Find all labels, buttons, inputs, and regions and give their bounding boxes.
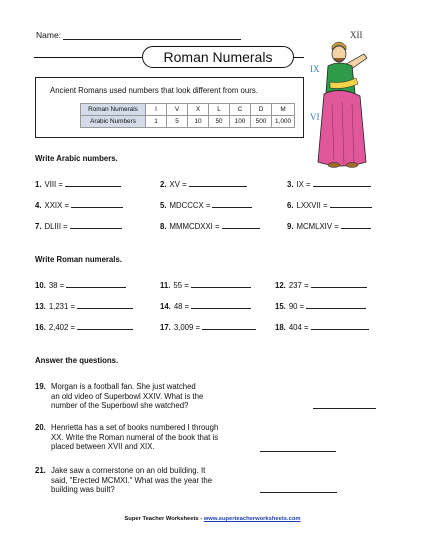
question-7: 7. DLIII = [35, 222, 122, 231]
table-row [81, 116, 295, 128]
question-16: 16. 2,402 = [35, 323, 133, 332]
answer-blank[interactable] [313, 408, 376, 409]
footer-brand: Super Teacher Worksheets [124, 516, 199, 522]
section-heading-arabic: Write Arabic numbers. [35, 154, 118, 163]
question-6: 6. LXXVII = [287, 201, 372, 210]
answer-blank[interactable] [330, 206, 372, 208]
figure-label-xii: XII [350, 30, 363, 40]
question-18: 18. 404 = [275, 323, 369, 332]
table-cell: M [272, 104, 295, 116]
table-cell: 1 [146, 116, 167, 128]
table-cell: 50 [209, 116, 230, 128]
table-cell: 1,000 [272, 116, 295, 128]
table-cell: C [230, 104, 251, 116]
figure-label-vi: VI [310, 112, 320, 122]
intro-text: Ancient Romans used numbers that look different from ours. [50, 86, 258, 95]
title-banner [34, 46, 304, 68]
footer-separator: - [198, 516, 204, 522]
table-cell: X [188, 104, 209, 116]
answer-blank[interactable] [260, 492, 337, 493]
section-heading-roman: Write Roman numerals. [35, 255, 122, 264]
answer-blank[interactable] [191, 286, 251, 288]
table-cell: 100 [230, 116, 251, 128]
answer-blank[interactable] [66, 286, 126, 288]
reference-box [35, 77, 304, 138]
answer-blank[interactable] [311, 328, 369, 330]
question-2: 2. XV = [160, 180, 247, 189]
question-4: 4. XXIX = [35, 201, 123, 210]
answer-blank[interactable] [77, 307, 133, 309]
table-cell: 5 [167, 116, 188, 128]
answer-blank[interactable] [77, 328, 133, 330]
answer-blank[interactable] [212, 206, 252, 208]
answer-blank[interactable] [65, 185, 121, 187]
table-cell: I [146, 104, 167, 116]
roman-figure-illustration [306, 24, 384, 172]
question-1: 1. VIII = [35, 180, 121, 189]
row-label-arabic: Arabic Numbers [81, 116, 146, 128]
page-title: Roman Numerals [142, 46, 294, 68]
table-cell: D [251, 104, 272, 116]
question-13: 13. 1,231 = [35, 302, 133, 311]
question-12: 12. 237 = [275, 281, 367, 290]
row-label-roman: Roman Numerals [81, 104, 146, 116]
footer-link[interactable]: www.superteacherworksheets.com [203, 516, 301, 522]
answer-blank[interactable] [191, 307, 251, 309]
table-cell: L [209, 104, 230, 116]
question-5: 5. MDCCCX = [160, 201, 252, 210]
table-cell: 500 [251, 116, 272, 128]
footer [0, 516, 425, 522]
question-17: 17. 3,009 = [160, 323, 256, 332]
answer-blank[interactable] [306, 307, 366, 309]
name-label: Name: [36, 30, 62, 40]
question-11: 11. 55 = [160, 281, 251, 290]
table-cell: V [167, 104, 188, 116]
question-15: 15. 90 = [275, 302, 366, 311]
question-10: 10. 38 = [35, 281, 126, 290]
answer-blank[interactable] [189, 185, 247, 187]
name-blank[interactable] [63, 39, 241, 40]
figure-label-ix: IX [310, 64, 320, 74]
answer-blank[interactable] [70, 227, 122, 229]
question-3: 3. IX = [287, 180, 371, 189]
question-8: 8. MMMCDXXI = [160, 222, 260, 231]
answer-blank[interactable] [71, 206, 123, 208]
word-problem-21: 21. Jake saw a cornerstone on an old building. It said, "Erected MCMXI." What was the year the building was built? [35, 466, 213, 495]
answer-blank[interactable] [313, 185, 371, 187]
numeral-table [80, 103, 295, 128]
word-problem-19: 19. Morgan is a football fan. She just watched an old video of Superbowl XXIV. What is the number of the Superbowl she watched? [35, 382, 204, 411]
answer-blank[interactable] [260, 451, 336, 452]
table-cell: 10 [188, 116, 209, 128]
answer-blank[interactable] [222, 227, 260, 229]
question-9: 9. MCMLXIV = [287, 222, 371, 231]
table-row [81, 104, 295, 116]
question-14: 14. 48 = [160, 302, 251, 311]
word-problem-20: 20. Henrietta has a set of books numbered I through XX. Write the Roman numeral of the book that is placed between XVII and XIX. [35, 423, 219, 452]
answer-blank[interactable] [202, 328, 256, 330]
answer-blank[interactable] [311, 286, 367, 288]
section-heading-questions: Answer the questions. [35, 356, 119, 365]
answer-blank[interactable] [341, 227, 371, 229]
